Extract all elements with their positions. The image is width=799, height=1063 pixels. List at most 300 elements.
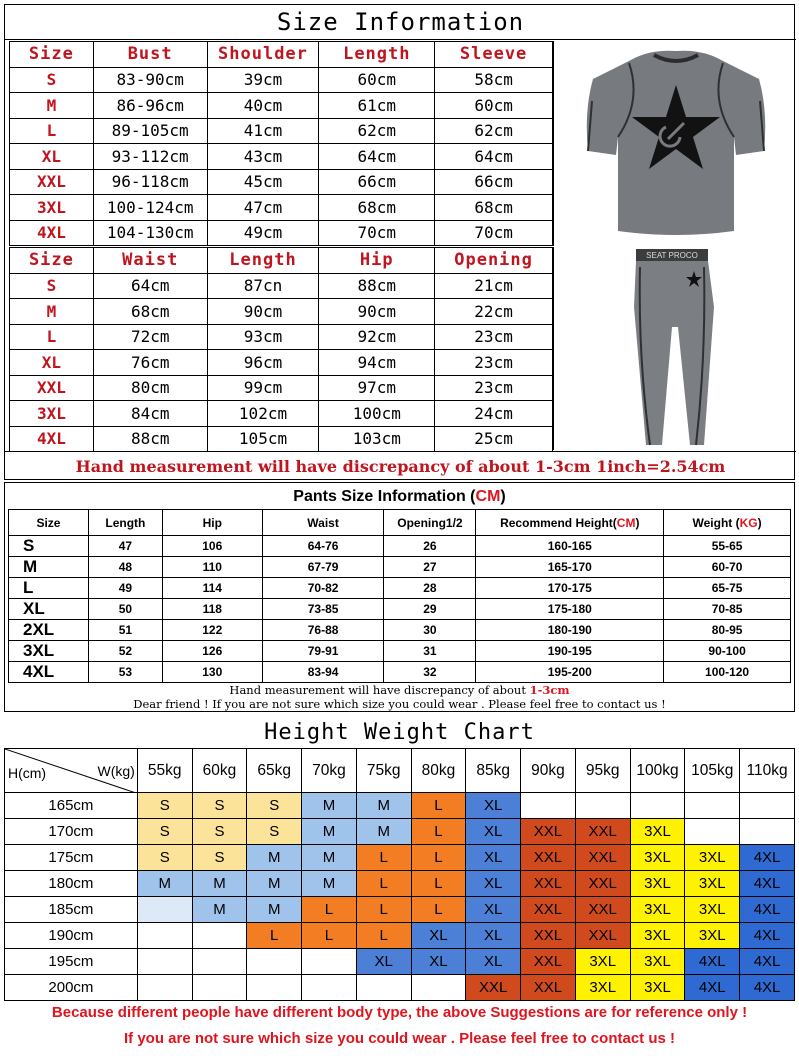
height-weight-title: Height Weight Chart bbox=[264, 720, 535, 745]
compression-pants-image bbox=[553, 247, 796, 450]
size-recommendation-cell: S bbox=[192, 845, 247, 871]
top-size-value-cell: 62cm bbox=[435, 118, 553, 144]
footer-line1: Because different people have different body type, the above Suggestions are for reference only ! bbox=[51, 1004, 748, 1021]
pants-size-value: 55-65 bbox=[664, 536, 791, 557]
size-recommendation-cell: 3XL bbox=[575, 949, 630, 975]
size-recommendation-cell: M bbox=[192, 897, 247, 923]
pants-size-row bbox=[9, 662, 791, 683]
top-size-header-cell: Sleeve bbox=[435, 42, 553, 68]
size-recommendation-cell bbox=[630, 793, 685, 819]
pants-size-row bbox=[9, 536, 791, 557]
pants-size-title: Pants Size Information (CM) bbox=[293, 488, 506, 505]
size-recommendation-cell: L bbox=[356, 923, 411, 949]
size-recommendation-cell: XXL bbox=[575, 923, 630, 949]
pants-size-value-cell: 64cm bbox=[93, 273, 207, 299]
pants-size-title-text: Pants Size Information bbox=[293, 488, 466, 505]
weight-header-cell: 85kg bbox=[466, 749, 521, 793]
top-size-value-cell: 68cm bbox=[319, 195, 435, 221]
height-weight-row bbox=[5, 975, 795, 1001]
size-recommendation-cell: 4XL bbox=[740, 871, 795, 897]
weight-header-cell: 65kg bbox=[247, 749, 302, 793]
height-label-cell: 190cm bbox=[5, 923, 138, 949]
top-size-size-cell: XXL bbox=[10, 169, 94, 195]
size-recommendation-cell bbox=[192, 949, 247, 975]
pants-size-value-cell: 90cm bbox=[319, 299, 435, 325]
top-size-value-cell: 96-118cm bbox=[93, 169, 207, 195]
weight-header-cell: 60kg bbox=[192, 749, 247, 793]
pants-size-row bbox=[9, 557, 791, 578]
size-recommendation-cell: XL bbox=[356, 949, 411, 975]
size-recommendation-cell bbox=[192, 975, 247, 1001]
size-recommendation-cell bbox=[685, 793, 740, 819]
pants-notes bbox=[5, 683, 794, 711]
pants-size-size-cell: XL bbox=[10, 350, 94, 376]
pants-size-value: 60-70 bbox=[664, 557, 791, 578]
pants-size-label: S bbox=[9, 536, 89, 557]
height-weight-row bbox=[5, 923, 795, 949]
height-weight-row bbox=[5, 871, 795, 897]
height-label-cell: 185cm bbox=[5, 897, 138, 923]
top-size-value-cell: 66cm bbox=[435, 169, 553, 195]
hand-measurement-note: Hand measurement will have discrepancy of about 1-3cm 1inch=2.54cm bbox=[5, 451, 796, 481]
size-recommendation-cell: M bbox=[137, 871, 192, 897]
weight-unit: KG bbox=[739, 515, 758, 530]
pants-note-line1 bbox=[5, 683, 794, 697]
pants-size-value-cell: 68cm bbox=[93, 299, 207, 325]
top-size-value-cell: 86-96cm bbox=[93, 93, 207, 119]
size-recommendation-cell bbox=[302, 949, 357, 975]
pants-size-size-cell: S bbox=[10, 273, 94, 299]
top-size-value-cell: 47cm bbox=[207, 195, 319, 221]
size-recommendation-cell: XXL bbox=[575, 871, 630, 897]
size-recommendation-cell: 3XL bbox=[685, 871, 740, 897]
pants-size-value-cell: 22cm bbox=[435, 299, 553, 325]
pants-size-value: 165-170 bbox=[476, 557, 664, 578]
top-size-header-cell: Bust bbox=[93, 42, 207, 68]
col-header-height: Recommend Height(CM) bbox=[476, 510, 664, 536]
size-recommendation-cell: XL bbox=[411, 923, 466, 949]
pants-size-value: 31 bbox=[384, 641, 476, 662]
height-label-cell: 170cm bbox=[5, 819, 138, 845]
top-size-row bbox=[10, 93, 553, 119]
footer-line2: If you are not sure which size you could wear . Please feel free to contact us ! bbox=[124, 1030, 675, 1047]
pants-size-value-cell: 90cm bbox=[207, 299, 319, 325]
pants-size-value: 190-195 bbox=[476, 641, 664, 662]
top-size-value-cell: 89-105cm bbox=[93, 118, 207, 144]
top-size-value-cell: 39cm bbox=[207, 67, 319, 93]
pants-size-title-unit: CM bbox=[475, 488, 501, 505]
size-recommendation-cell: XL bbox=[466, 819, 521, 845]
top-size-value-cell: 104-130cm bbox=[93, 220, 207, 246]
size-recommendation-cell: XXL bbox=[521, 949, 576, 975]
top-size-value-cell: 68cm bbox=[435, 195, 553, 221]
pants-size-value-cell: 94cm bbox=[319, 350, 435, 376]
weight-header-cell: 105kg bbox=[685, 749, 740, 793]
weight-header-cell: 95kg bbox=[575, 749, 630, 793]
pants-size-value-cell: 105cm bbox=[207, 426, 319, 452]
pants-note-line2: Dear friend ! If you are not sure which size you could wear . Please feel free to contact us ! bbox=[133, 697, 666, 711]
height-label-cell: 165cm bbox=[5, 793, 138, 819]
pants-size-size-cell: XXL bbox=[10, 375, 94, 401]
pants-size-value-cell: 23cm bbox=[435, 324, 553, 350]
top-size-row bbox=[10, 195, 553, 221]
top-size-value-cell: 66cm bbox=[319, 169, 435, 195]
size-recommendation-cell bbox=[247, 949, 302, 975]
top-size-row bbox=[10, 144, 553, 170]
top-size-size-cell: L bbox=[10, 118, 94, 144]
pants-size-value: 180-190 bbox=[476, 620, 664, 641]
corner-weight-label: W(kg) bbox=[97, 763, 135, 779]
pants-size-value: 47 bbox=[88, 536, 162, 557]
size-recommendation-cell: 3XL bbox=[630, 949, 685, 975]
pants-size-value: 32 bbox=[384, 662, 476, 683]
height-unit: CM bbox=[616, 515, 636, 530]
pants-size-value: 126 bbox=[162, 641, 262, 662]
weight-header-cell: 90kg bbox=[521, 749, 576, 793]
pants-size-header-cell: Opening bbox=[435, 248, 553, 274]
size-recommendation-cell: XL bbox=[466, 923, 521, 949]
pants-size-size-cell: M bbox=[10, 299, 94, 325]
size-recommendation-cell bbox=[137, 975, 192, 1001]
pants-size-label: 2XL bbox=[9, 620, 89, 641]
top-size-value-cell: 83-90cm bbox=[93, 67, 207, 93]
size-recommendation-cell: L bbox=[411, 897, 466, 923]
pants-size-value: 52 bbox=[88, 641, 162, 662]
height-weight-row bbox=[5, 897, 795, 923]
top-size-size-cell: 3XL bbox=[10, 195, 94, 221]
pants-size-value: 29 bbox=[384, 599, 476, 620]
size-recommendation-cell: M bbox=[247, 897, 302, 923]
pants-size-label: L bbox=[9, 578, 89, 599]
pants-size-value-cell: 23cm bbox=[435, 375, 553, 401]
size-recommendation-cell: 3XL bbox=[630, 845, 685, 871]
size-recommendation-cell: 4XL bbox=[740, 897, 795, 923]
pants-size-value: 28 bbox=[384, 578, 476, 599]
size-recommendation-cell: M bbox=[192, 871, 247, 897]
pants-size-row bbox=[10, 375, 553, 401]
pants-size-value: 106 bbox=[162, 536, 262, 557]
size-recommendation-cell: L bbox=[247, 923, 302, 949]
size-recommendation-cell: L bbox=[356, 897, 411, 923]
pants-size-value: 65-75 bbox=[664, 578, 791, 599]
col-header-waist: Waist bbox=[262, 510, 384, 536]
size-recommendation-cell: 4XL bbox=[685, 975, 740, 1001]
pants-size-value-cell: 87cn bbox=[207, 273, 319, 299]
pants-size-row bbox=[10, 299, 553, 325]
size-recommendation-cell: XL bbox=[466, 897, 521, 923]
pants-size-label: 3XL bbox=[9, 641, 89, 662]
height-label-cell: 200cm bbox=[5, 975, 138, 1001]
compression-shirt-image bbox=[553, 41, 796, 246]
pants-size-row bbox=[9, 641, 791, 662]
weight-header-cell: 110kg bbox=[740, 749, 795, 793]
top-size-value-cell: 43cm bbox=[207, 144, 319, 170]
pants-size-row bbox=[10, 350, 553, 376]
size-recommendation-cell: S bbox=[247, 819, 302, 845]
pants-size-row bbox=[9, 599, 791, 620]
pants-size-value-cell: 102cm bbox=[207, 401, 319, 427]
height-weight-header-row bbox=[5, 749, 795, 793]
top-size-value-cell: 70cm bbox=[319, 220, 435, 246]
col-header-length: Length bbox=[88, 510, 162, 536]
weight-header-cell: 75kg bbox=[356, 749, 411, 793]
size-recommendation-cell: 3XL bbox=[575, 975, 630, 1001]
pants-size-value-cell: 80cm bbox=[93, 375, 207, 401]
size-recommendation-cell: XXL bbox=[521, 845, 576, 871]
pants-size-value: 130 bbox=[162, 662, 262, 683]
pants-size-value-cell: 97cm bbox=[319, 375, 435, 401]
top-size-row bbox=[10, 118, 553, 144]
pants-size-header-cell: Size bbox=[10, 248, 94, 274]
pants-note-prefix: Hand measurement will have discrepancy of about bbox=[229, 683, 530, 697]
size-recommendation-cell: L bbox=[356, 845, 411, 871]
compression-pants-icon bbox=[554, 247, 797, 450]
corner-height-label: H(cm) bbox=[8, 765, 47, 781]
size-recommendation-cell: XL bbox=[466, 793, 521, 819]
size-recommendation-cell: L bbox=[411, 793, 466, 819]
pants-size-value: 90-100 bbox=[664, 641, 791, 662]
pants-size-value-cell: 84cm bbox=[93, 401, 207, 427]
size-recommendation-cell bbox=[192, 923, 247, 949]
top-size-header-row bbox=[10, 42, 553, 68]
size-recommendation-cell: XXL bbox=[575, 845, 630, 871]
weight-header-cell: 80kg bbox=[411, 749, 466, 793]
pants-size-header-cell: Waist bbox=[93, 248, 207, 274]
pants-size-section bbox=[4, 482, 795, 712]
pants-size-label: XL bbox=[9, 599, 89, 620]
size-recommendation-cell: 3XL bbox=[630, 923, 685, 949]
size-recommendation-cell: 3XL bbox=[630, 819, 685, 845]
pants-size-value: 160-165 bbox=[476, 536, 664, 557]
pants-size-value-cell: 93cm bbox=[207, 324, 319, 350]
size-recommendation-cell: XL bbox=[466, 871, 521, 897]
pants-size-header-cell: Hip bbox=[319, 248, 435, 274]
pants-size-value: 70-82 bbox=[262, 578, 384, 599]
size-recommendation-cell bbox=[356, 975, 411, 1001]
pants-size-table bbox=[9, 247, 553, 452]
pants-size-value-cell: 24cm bbox=[435, 401, 553, 427]
pants-size-value: 118 bbox=[162, 599, 262, 620]
pants-size-row bbox=[9, 620, 791, 641]
size-recommendation-cell: M bbox=[356, 793, 411, 819]
top-size-value-cell: 40cm bbox=[207, 93, 319, 119]
size-recommendation-cell: L bbox=[411, 845, 466, 871]
weight-header-text: Weight bbox=[692, 515, 736, 530]
size-recommendation-cell: S bbox=[192, 793, 247, 819]
size-recommendation-cell: L bbox=[302, 897, 357, 923]
pants-size-value: 175-180 bbox=[476, 599, 664, 620]
top-size-header-cell: Shoulder bbox=[207, 42, 319, 68]
size-recommendation-cell: XL bbox=[411, 949, 466, 975]
top-size-size-cell: S bbox=[10, 67, 94, 93]
pants-size-value-cell: 96cm bbox=[207, 350, 319, 376]
pants-size-label: 4XL bbox=[9, 662, 89, 683]
top-size-value-cell: 45cm bbox=[207, 169, 319, 195]
size-recommendation-cell: 4XL bbox=[740, 949, 795, 975]
pants-size-value-cell: 88cm bbox=[93, 426, 207, 452]
height-weight-row bbox=[5, 793, 795, 819]
height-weight-row bbox=[5, 819, 795, 845]
size-recommendation-cell: XL bbox=[466, 949, 521, 975]
size-recommendation-cell: 4XL bbox=[685, 949, 740, 975]
pants-size-header-row bbox=[9, 510, 791, 536]
pants-size-size-cell: L bbox=[10, 324, 94, 350]
top-size-row bbox=[10, 67, 553, 93]
size-recommendation-cell: XXL bbox=[521, 897, 576, 923]
pants-size-value: 48 bbox=[88, 557, 162, 578]
weight-header-cell: 70kg bbox=[302, 749, 357, 793]
pants-size-value-cell: 23cm bbox=[435, 350, 553, 376]
weight-header-cell: 100kg bbox=[630, 749, 685, 793]
height-weight-table bbox=[4, 748, 795, 1001]
size-recommendation-cell: 3XL bbox=[685, 897, 740, 923]
size-recommendation-cell: 3XL bbox=[630, 897, 685, 923]
size-recommendation-cell: M bbox=[302, 871, 357, 897]
size-recommendation-cell: 4XL bbox=[740, 975, 795, 1001]
pants-size-header-cell: Length bbox=[207, 248, 319, 274]
top-size-value-cell: 64cm bbox=[435, 144, 553, 170]
size-recommendation-cell: S bbox=[247, 793, 302, 819]
height-label-cell: 195cm bbox=[5, 949, 138, 975]
size-recommendation-cell: L bbox=[302, 923, 357, 949]
size-recommendation-cell bbox=[521, 793, 576, 819]
size-recommendation-cell: 4XL bbox=[740, 923, 795, 949]
size-recommendation-cell: M bbox=[247, 871, 302, 897]
pants-size-value-cell: 25cm bbox=[435, 426, 553, 452]
size-recommendation-cell bbox=[137, 923, 192, 949]
size-recommendation-cell bbox=[740, 793, 795, 819]
pants-size-row bbox=[10, 426, 553, 452]
size-recommendation-cell: 3XL bbox=[630, 871, 685, 897]
top-size-value-cell: 49cm bbox=[207, 220, 319, 246]
pants-size-value: 26 bbox=[384, 536, 476, 557]
size-recommendation-cell bbox=[247, 975, 302, 1001]
top-size-value-cell: 62cm bbox=[319, 118, 435, 144]
size-recommendation-cell: 3XL bbox=[685, 923, 740, 949]
compression-shirt-icon bbox=[554, 41, 797, 246]
pants-size-value: 50 bbox=[88, 599, 162, 620]
top-size-value-cell: 60cm bbox=[435, 93, 553, 119]
size-recommendation-cell: XL bbox=[466, 845, 521, 871]
top-size-row bbox=[10, 220, 553, 246]
size-recommendation-cell bbox=[740, 819, 795, 845]
size-recommendation-cell: S bbox=[137, 845, 192, 871]
pants-size-value: 195-200 bbox=[476, 662, 664, 683]
pants-size-value-cell: 103cm bbox=[319, 426, 435, 452]
pants-size-value: 27 bbox=[384, 557, 476, 578]
pants-size-size-cell: 3XL bbox=[10, 401, 94, 427]
pants-size-value: 114 bbox=[162, 578, 262, 599]
top-size-value-cell: 93-112cm bbox=[93, 144, 207, 170]
top-size-header-cell: Length bbox=[319, 42, 435, 68]
size-recommendation-cell: L bbox=[411, 819, 466, 845]
size-recommendation-cell: S bbox=[137, 793, 192, 819]
size-information-section bbox=[4, 4, 795, 480]
top-size-header-cell: Size bbox=[10, 42, 94, 68]
size-recommendation-cell: 3XL bbox=[630, 975, 685, 1001]
size-recommendation-cell bbox=[411, 975, 466, 1001]
pants-size-value-cell: 21cm bbox=[435, 273, 553, 299]
pants-size-value-cell: 76cm bbox=[93, 350, 207, 376]
pants-size-value: 73-85 bbox=[262, 599, 384, 620]
col-header-weight: Weight (KG) bbox=[664, 510, 791, 536]
top-size-value-cell: 58cm bbox=[435, 67, 553, 93]
pants-size-value-cell: 92cm bbox=[319, 324, 435, 350]
size-recommendation-cell bbox=[137, 897, 192, 923]
height-header-text: Recommend Height bbox=[500, 515, 613, 530]
pants-size-value: 67-79 bbox=[262, 557, 384, 578]
height-weight-row bbox=[5, 845, 795, 871]
height-label-cell: 180cm bbox=[5, 871, 138, 897]
size-recommendation-cell bbox=[685, 819, 740, 845]
pants-size-size-cell: 4XL bbox=[10, 426, 94, 452]
top-size-row bbox=[10, 169, 553, 195]
size-information-title: Size Information bbox=[5, 5, 796, 40]
size-recommendation-cell: 3XL bbox=[685, 845, 740, 871]
size-recommendation-cell: M bbox=[356, 819, 411, 845]
pants-size-value: 49 bbox=[88, 578, 162, 599]
pants-size-value: 110 bbox=[162, 557, 262, 578]
pants-size-value-cell: 100cm bbox=[319, 401, 435, 427]
size-recommendation-cell: S bbox=[192, 819, 247, 845]
height-weight-corner bbox=[5, 749, 138, 793]
pants-size-value: 79-91 bbox=[262, 641, 384, 662]
size-recommendation-cell: M bbox=[302, 793, 357, 819]
top-size-size-cell: XL bbox=[10, 144, 94, 170]
size-recommendation-cell: S bbox=[137, 819, 192, 845]
size-recommendation-cell: XXL bbox=[521, 975, 576, 1001]
top-size-value-cell: 64cm bbox=[319, 144, 435, 170]
pants-size-value: 100-120 bbox=[664, 662, 791, 683]
pants-size-value: 70-85 bbox=[664, 599, 791, 620]
size-recommendation-cell: L bbox=[411, 871, 466, 897]
pants-size-value-cell: 99cm bbox=[207, 375, 319, 401]
top-size-size-cell: 4XL bbox=[10, 220, 94, 246]
pants-size-value: 122 bbox=[162, 620, 262, 641]
pants-size-value-cell: 88cm bbox=[319, 273, 435, 299]
col-header-opening: Opening1/2 bbox=[384, 510, 476, 536]
size-recommendation-cell: M bbox=[302, 845, 357, 871]
top-size-size-cell: M bbox=[10, 93, 94, 119]
top-size-value-cell: 41cm bbox=[207, 118, 319, 144]
pants-size-header-row bbox=[10, 248, 553, 274]
top-size-value-cell: 61cm bbox=[319, 93, 435, 119]
pants-size-row bbox=[9, 578, 791, 599]
pants-size-value: 80-95 bbox=[664, 620, 791, 641]
pants-size-value: 64-76 bbox=[262, 536, 384, 557]
pants-size-value: 170-175 bbox=[476, 578, 664, 599]
pants-waistband-text: SEAT PROCO bbox=[646, 251, 698, 260]
pants-size-value: 53 bbox=[88, 662, 162, 683]
top-size-table bbox=[9, 41, 553, 246]
size-recommendation-cell: M bbox=[302, 819, 357, 845]
col-header-size: Size bbox=[9, 510, 89, 536]
size-recommendation-cell: XXL bbox=[575, 897, 630, 923]
top-size-value-cell: 100-124cm bbox=[93, 195, 207, 221]
pants-note-value: 1-3cm bbox=[529, 683, 570, 697]
height-weight-row bbox=[5, 949, 795, 975]
weight-header-cell: 55kg bbox=[137, 749, 192, 793]
pants-size-value: 76-88 bbox=[262, 620, 384, 641]
col-header-hip: Hip bbox=[162, 510, 262, 536]
size-recommendation-cell: 4XL bbox=[740, 845, 795, 871]
pants-size-value: 51 bbox=[88, 620, 162, 641]
height-label-cell: 175cm bbox=[5, 845, 138, 871]
size-recommendation-cell: XXL bbox=[521, 923, 576, 949]
height-weight-section bbox=[0, 716, 799, 1063]
size-recommendation-cell: XXL bbox=[521, 819, 576, 845]
pants-size-row bbox=[10, 324, 553, 350]
